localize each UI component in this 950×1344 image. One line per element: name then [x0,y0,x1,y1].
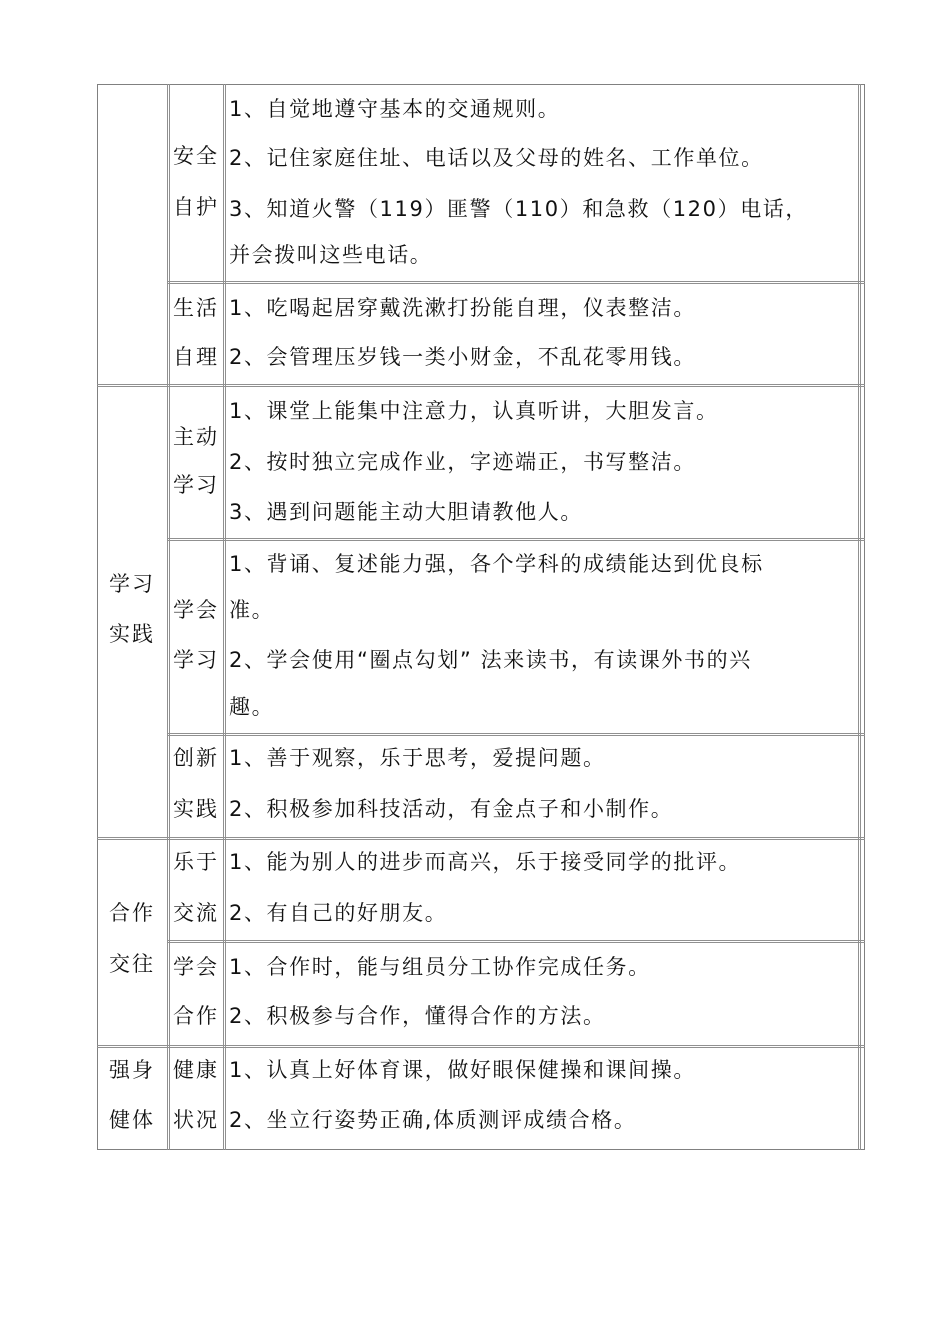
item-text: 1、背诵、复述能力强，各个学科的成绩能达到优良标 [229,552,764,576]
item-text: 趣。 [229,695,275,719]
subcategory-label-line: 交流 [173,901,219,925]
item-text: 2、坐立行姿势正确,体质测评成绩合格。 [229,1108,637,1132]
subcategory-label-line: 乐于 [173,850,219,874]
subcategory-label-line: 状况 [173,1108,219,1132]
item-text: 1、吃喝起居穿戴洗漱打扮能自理，仪表整洁。 [229,296,696,320]
group-divider [97,384,865,387]
subcategory-label-line: 自护 [173,195,219,219]
subcategory-label-line: 创新 [173,746,219,770]
column-divider-right [858,84,861,1150]
subcategory-label-line: 健康 [173,1058,219,1082]
item-text: 2、积极参与合作，懂得合作的方法。 [229,1004,606,1028]
category-label [109,622,161,646]
subcategory-label [173,850,223,874]
category-label [109,1058,161,1082]
item-text: 1、课堂上能集中注意力，认真听讲，大胆发言。 [229,399,719,423]
subcategory-label [173,1004,223,1028]
item-text: 3、遇到问题能主动大胆请教他人。 [229,500,583,524]
item-text: 1、能为别人的进步而高兴，乐于接受同学的批评。 [229,850,742,874]
subcategory-label-line: 学会 [173,598,219,622]
category-label [109,952,161,976]
category-label [109,901,161,925]
column-divider-1 [167,84,170,1150]
subcategory-label [173,598,223,622]
item-text: 并会拨叫这些电话。 [229,243,433,267]
category-label-line: 合作 [109,901,155,925]
subcategory-label [173,345,223,369]
subcategory-label [173,473,223,497]
item-text: 准。 [229,598,275,622]
item-text: 2、积极参加科技活动，有金点子和小制作。 [229,797,674,821]
subcategory-label-line: 合作 [173,1004,219,1028]
subcategory-label [173,144,223,168]
category-label-line: 学习 [109,572,155,596]
subcategory-label-line: 学习 [173,473,219,497]
subcategory-label-line: 学习 [173,648,219,672]
item-text: 2、学会使用“圈点勾划” 法来读书，有读课外书的兴 [229,648,752,672]
column-divider-2 [223,84,226,1150]
category-label-line: 健体 [109,1108,155,1132]
subcategory-label [173,1108,223,1132]
subcategory-label [173,296,223,320]
item-text: 2、按时独立完成作业，字迹端正，书写整洁。 [229,450,696,474]
item-text: 1、自觉地遵守基本的交通规则。 [229,97,561,121]
category-label [109,1108,161,1132]
category-label-line: 实践 [109,622,155,646]
row-divider [167,733,865,736]
subcategory-label [173,195,223,219]
item-text: 1、善于观察，乐于思考，爱提问题。 [229,746,606,770]
subcategory-label [173,746,223,770]
subcategory-label-line: 安全 [173,144,219,168]
row-divider [167,538,865,541]
subcategory-label [173,425,223,449]
category-label-line: 交往 [109,952,155,976]
category-label [109,572,161,596]
group-divider [97,1045,865,1048]
item-text: 2、会管理压岁钱一类小财金，不乱花零用钱。 [229,345,696,369]
item-text: 2、记住家庭住址、电话以及父母的姓名、工作单位。 [229,146,764,170]
subcategory-label [173,797,223,821]
item-text: 2、有自己的好朋友。 [229,901,448,925]
subcategory-label [173,648,223,672]
subcategory-label-line: 自理 [173,345,219,369]
subcategory-label-line: 学会 [173,955,219,979]
category-label-line: 强身 [109,1058,155,1082]
item-text: 1、认真上好体育课，做好眼保健操和课间操。 [229,1058,696,1082]
subcategory-label [173,901,223,925]
item-text: 1、合作时，能与组员分工协作完成任务。 [229,955,651,979]
subcategory-label-line: 主动 [173,425,219,449]
row-divider [167,940,865,943]
item-text: 3、知道火警（119）匪警（110）和急救（120）电话， [229,197,809,221]
group-divider [97,837,865,840]
subcategory-label [173,955,223,979]
row-divider [167,281,865,284]
subcategory-label [173,1058,223,1082]
subcategory-label-line: 实践 [173,797,219,821]
subcategory-label-line: 生活 [173,296,219,320]
